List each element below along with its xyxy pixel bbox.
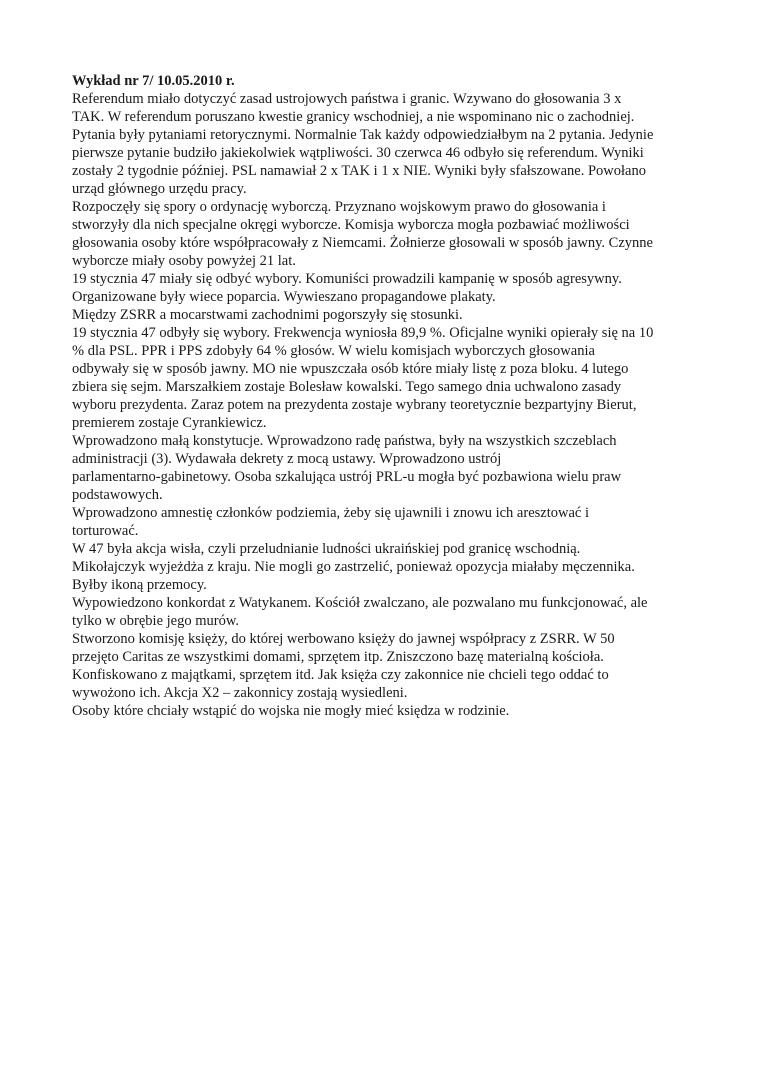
paragraph — [72, 540, 688, 558]
document-page — [72, 72, 688, 720]
paragraph-line: zostały 2 tygodnie później. PSL namawiał 2 x TAK i 1 x NIE. Wyniki były sfałszowane. Powołano — [72, 163, 646, 179]
paragraph — [72, 594, 688, 630]
paragraph-line: Pytania były pytaniami retorycznymi. Normalnie Tak każdy odpowiedziałbym na 2 pytania. Jedynie — [72, 127, 654, 143]
paragraph-line: wywożono ich. Akcja X2 – zakonnicy zostają wysiedleni. — [72, 685, 408, 701]
lecture-title: Wykład nr 7/ 10.05.2010 r. — [72, 73, 235, 89]
paragraph-line: % dla PSL. PPR i PPS zdobyły 64 % głosów. W wielu komisjach wyborczych głosowania — [72, 343, 595, 359]
paragraph-line: stworzyły dla nich specjalne okręgi wyborcze. Komisja wyborcza mogła pozbawiać możliwości — [72, 217, 630, 233]
paragraph-line: Między ZSRR a mocarstwami zachodnimi pogorszyły się stosunki. — [72, 307, 463, 323]
paragraph-line: przejęto Caritas ze wszystkimi domami, sprzętem itp. Zniszczono bazę materialną kościoła. — [72, 649, 604, 665]
paragraph — [72, 306, 688, 324]
paragraph-line: Byłby ikoną przemocy. — [72, 577, 207, 593]
paragraph-line: urząd głównego urzędu pracy. — [72, 181, 247, 197]
paragraph — [72, 90, 688, 198]
paragraph-line: TAK. W referendum poruszano kwestie granicy wschodniej, a nie wspominano nic o zachodniej. — [72, 109, 635, 125]
paragraph-line: Mikołajczyk wyjeżdża z kraju. Nie mogli go zastrzelić, ponieważ opozycja miałaby męczennika. — [72, 559, 635, 575]
paragraph — [72, 324, 688, 432]
paragraph-line: wyborcze miały osoby powyżej 21 lat. — [72, 253, 296, 269]
paragraph-line: 19 stycznia 47 miały się odbyć wybory. Komuniści prowadzili kampanię w sposób agresywny. — [72, 271, 622, 287]
paragraph-line: Rozpoczęły się spory o ordynację wyborczą. Przyznano wojskowym prawo do głosowania i — [72, 199, 606, 215]
paragraph-line: Wypowiedzono konkordat z Watykanem. Kościół zwalczano, ale pozwalano mu funkcjonować, ale — [72, 595, 648, 611]
paragraph-line: zbiera się sejm. Marszałkiem zostaje Bolesław kowalski. Tego samego dnia uchwalono zasady — [72, 379, 622, 395]
paragraph-line: Wprowadzono amnestię członków podziemia, żeby się ujawnili i znowu ich aresztować i — [72, 505, 589, 521]
paragraph-line: pierwsze pytanie budziło jakiekolwiek wątpliwości. 30 czerwca 46 odbyło się referendum. Wyniki — [72, 145, 644, 161]
paragraph — [72, 630, 688, 702]
paragraph-line: 19 stycznia 47 odbyły się wybory. Frekwencja wyniosła 89,9 %. Oficjalne wyniki opierały się na 10 — [72, 325, 654, 341]
paragraph-line: Organizowane były wiece poparcia. Wywieszano propagandowe plakaty. — [72, 289, 496, 305]
paragraph-line: wyboru prezydenta. Zaraz potem na prezydenta zostaje wybrany teoretycznie bezpartyjny Bierut, — [72, 397, 637, 413]
paragraph-line: podstawowych. — [72, 487, 163, 503]
paragraph-line: tylko w obrębie jego murów. — [72, 613, 239, 629]
paragraph-line: parlamentarno-gabinetowy. Osoba szkalująca ustrój PRL-u mogła być pozbawiona wielu praw — [72, 469, 622, 485]
paragraph-line: administracji (3). Wydawała dekrety z mocą ustawy. Wprowadzono ustrój — [72, 451, 502, 467]
paragraph-line: odbywały się w sposób jawny. MO nie wpuszczała osób które miały listę z poza bloku. 4 lutego — [72, 361, 629, 377]
paragraph-line: głosowania osoby które współpracowały z Niemcami. Żołnierze głosowali w sposób jawny. Czynne — [72, 235, 653, 251]
paragraph-line: Referendum miało dotyczyć zasad ustrojowych państwa i granic. Wzywano do głosowania 3 x — [72, 91, 622, 107]
paragraph-line: Osoby które chciały wstąpić do wojska nie mogły mieć księdza w rodzinie. — [72, 703, 510, 719]
paragraph-line: premierem zostaje Cyrankiewicz. — [72, 415, 267, 431]
document-body — [72, 90, 688, 720]
paragraph-line: Konfiskowano z majątkami, sprzętem itd. Jak księża czy zakonnice nie chcieli tego oddać to — [72, 667, 609, 683]
paragraph — [72, 432, 688, 504]
paragraph-line: torturować. — [72, 523, 139, 539]
paragraph — [72, 504, 688, 540]
paragraph — [72, 702, 688, 720]
paragraph-line: Stworzono komisję księży, do której werbowano księży do jawnej współpracy z ZSRR. W 50 — [72, 631, 615, 647]
paragraph — [72, 270, 688, 306]
paragraph-line: W 47 była akcja wisła, czyli przeludnianie ludności ukraińskiej pod granicę wschodnią. — [72, 541, 581, 557]
paragraph-line: Wprowadzono małą konstytucje. Wprowadzono radę państwa, były na wszystkich szczeblach — [72, 433, 617, 449]
paragraph — [72, 558, 688, 594]
paragraph — [72, 198, 688, 270]
